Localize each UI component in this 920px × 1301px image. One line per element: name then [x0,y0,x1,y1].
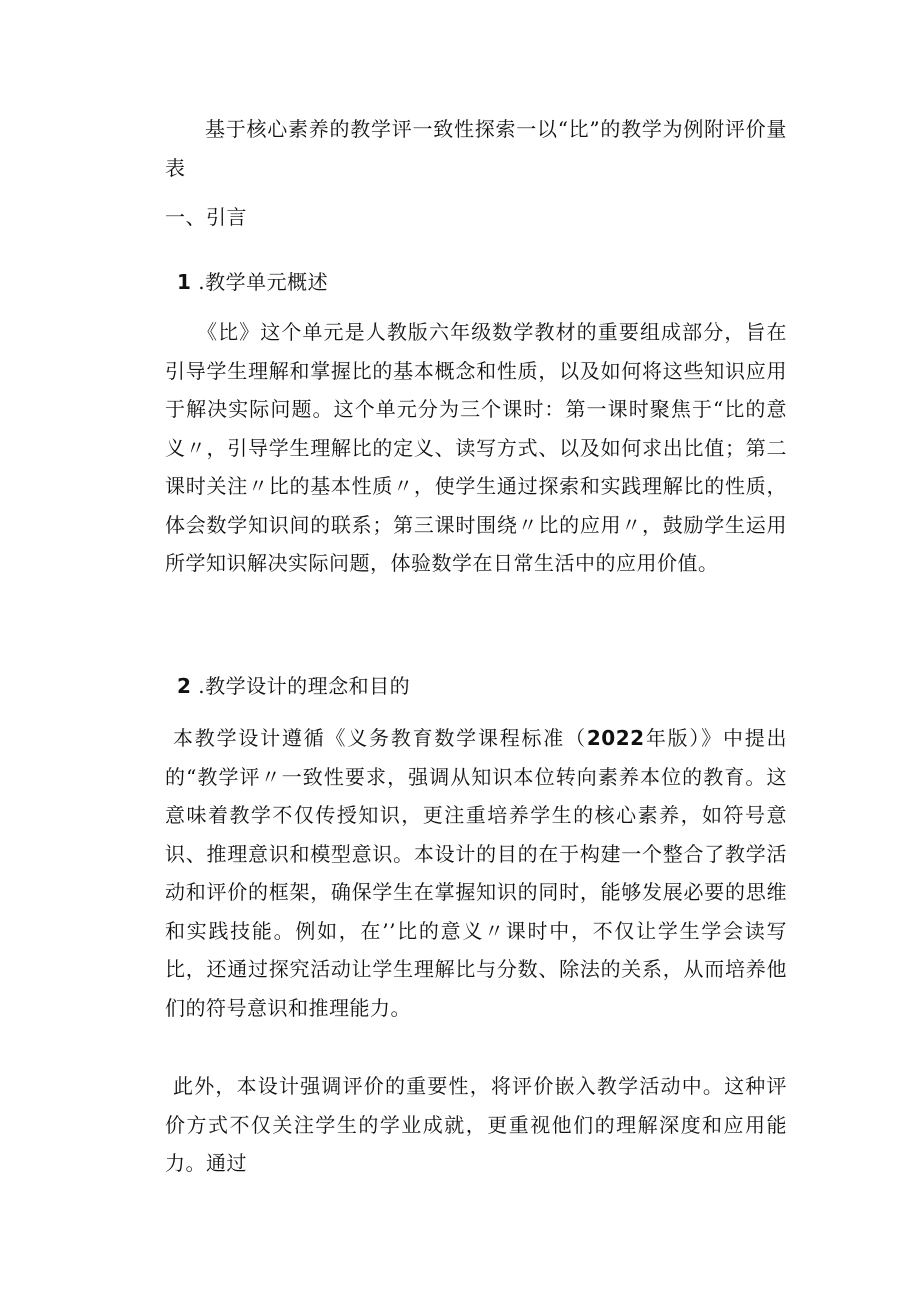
subsection-number: 2 [177,674,192,698]
paragraph-evaluation [165,1067,787,1183]
paragraph-design-rationale [165,719,787,1027]
section-heading-text: 一、引言 [165,205,247,229]
paragraph-text: 此外，本设计强调评价的重要性，将评价嵌入教学活动中。这种评价方式不仅关注学生的学业成就，更重视他们的理解深度和应用能力。通过 [165,1074,787,1175]
section-heading-introduction [165,198,787,237]
subsection-number: 1 [177,270,192,294]
document-title [165,110,787,187]
subsection-heading-design-rationale [165,667,799,706]
paragraph-unit-overview [165,313,787,583]
paragraph-text: 《比》这个单元是人教版六年级数学教材的重要组成部分，旨在引导学生理解和掌握比的基本概念和性质，以及如何将这些知识应用于解决实际问题。这个单元分为三个课时：第一课时聚焦于“比的意义〃，引导学生理解比的定义、读写方式、以及如何求出比值；第二课时关注〃比的基本性质〃，使学生通过探索和实践理解比的性质，体会数学知识间的联系；第三课时围绕〃比的应用〃，鼓励学生运用所学知识解决实际问题，体验数学在日常生活中的应用价值。 [165,320,787,575]
paragraph-year: 2022 [586,726,645,750]
subsection-title: .教学设计的理念和目的 [198,674,411,698]
subsection-heading-unit-overview [165,263,799,302]
paragraph-text-part-b: 年版）》中提出的“教学评〃一致性要求，强调从知识本位转向素养本位的教育。这意味着教学不仅传授知识，更注重培养学生的核心素养，如符号意识、推理意识和模型意识。本设计的目的在于构建一个整合了教学活动和评价的框架，确保学生在掌握知识的同时，能够发展必要的思维和实践技能。例如，在’’比的意义〃课时中，不仅让学生学会读写比，还通过探究活动让学生理解比与分数、除法的关系，从而培养他们的符号意识和推理能力。 [165,726,788,1020]
subsection-title: .教学单元概述 [198,270,329,294]
paragraph-text-part-a: 本教学设计遵循《义务教育数学课程标准（ [173,726,587,750]
title-text: 基于核心素养的教学评一致性探索一以“比”的教学为例附评价量表 [165,117,787,180]
